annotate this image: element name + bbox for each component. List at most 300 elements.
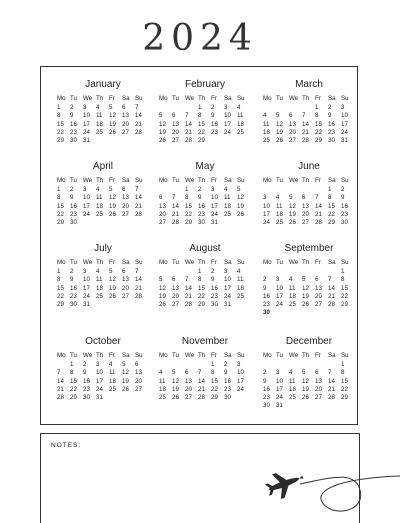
day-cell: 30	[224, 394, 231, 402]
day-cell: 9	[70, 194, 74, 202]
day-cell: 15	[57, 120, 64, 128]
day-cell: 31	[224, 301, 231, 309]
day-cell: 5	[289, 194, 293, 202]
day-cell: 20	[122, 120, 129, 128]
week-row	[263, 186, 355, 194]
day-cell: 15	[328, 202, 335, 210]
day-cell: 30	[70, 301, 77, 309]
month-name: November	[181, 336, 229, 347]
month-name: May	[195, 161, 215, 172]
day-cell: 3	[211, 186, 215, 194]
week-row	[57, 301, 149, 309]
day-cell: 2	[263, 276, 267, 284]
day-cell	[185, 268, 198, 276]
day-cell: 19	[159, 128, 166, 136]
day-cell: 22	[198, 128, 205, 136]
day-cell: 15	[57, 202, 64, 210]
month-4	[159, 161, 251, 227]
week-row	[263, 309, 355, 317]
day-cell	[328, 268, 341, 276]
day-cell: 7	[57, 369, 61, 377]
day-cell: 10	[224, 276, 231, 284]
day-cell: 9	[211, 276, 215, 284]
month-name: June	[298, 161, 320, 172]
week-row	[57, 378, 149, 386]
day-cell: 16	[70, 284, 77, 292]
weekday-label: We	[289, 352, 299, 359]
week-row	[159, 285, 251, 293]
week-row	[57, 276, 149, 284]
day-cell	[276, 104, 289, 112]
week-row	[263, 301, 355, 309]
day-cell	[341, 402, 354, 410]
day-cell: 1	[198, 268, 202, 276]
day-cell: 9	[198, 194, 202, 202]
day-cell: 25	[159, 394, 166, 402]
day-cell: 17	[83, 284, 90, 292]
weekday-label: Th	[302, 352, 310, 359]
day-cell: 11	[237, 112, 244, 120]
weekday-label: Tu	[276, 177, 283, 184]
day-cell: 17	[83, 202, 90, 210]
day-cell: 25	[96, 210, 103, 218]
weekday-label: Su	[237, 259, 245, 266]
weekday-label: Mo	[263, 177, 272, 184]
day-cell: 10	[83, 112, 90, 120]
day-cell	[276, 309, 289, 317]
day-cell: 6	[172, 276, 176, 284]
day-cell: 30	[70, 137, 77, 145]
day-cell	[172, 104, 185, 112]
day-cell: 22	[57, 128, 64, 136]
day-cell: 5	[122, 361, 126, 369]
day-cell: 29	[57, 301, 64, 309]
month-8	[263, 243, 355, 317]
day-cell	[315, 402, 328, 410]
day-cell: 9	[224, 369, 228, 377]
weekday-label: Su	[341, 177, 349, 184]
day-cell: 15	[315, 120, 322, 128]
weekday-label: Mo	[57, 259, 66, 266]
day-cell: 28	[135, 210, 142, 218]
day-cell: 3	[96, 361, 100, 369]
week-row	[263, 293, 355, 301]
day-cell: 28	[57, 394, 64, 402]
day-cell	[263, 268, 276, 276]
day-cell: 24	[276, 394, 283, 402]
day-cell: 17	[211, 202, 218, 210]
day-cell: 1	[341, 361, 345, 369]
day-cell: 28	[185, 301, 192, 309]
day-cell: 16	[198, 202, 205, 210]
weekday-label: Th	[96, 259, 104, 266]
month-name: September	[284, 243, 334, 254]
day-cell: 12	[159, 284, 166, 292]
airplane-decoration	[260, 450, 400, 520]
day-cell: 29	[57, 219, 64, 227]
weekday-label: Mo	[159, 259, 168, 266]
day-cell: 15	[198, 284, 205, 292]
day-cell: 31	[341, 137, 348, 145]
day-cell: 29	[211, 394, 218, 402]
week-row	[57, 211, 149, 219]
day-cell	[109, 394, 122, 402]
day-cell: 25	[96, 292, 103, 300]
day-cell: 7	[198, 369, 202, 377]
day-cell: 18	[224, 202, 231, 210]
weekday-label: Su	[237, 352, 245, 359]
day-cell	[122, 394, 135, 402]
day-cell: 3	[83, 104, 87, 112]
day-cell: 17	[224, 120, 231, 128]
day-cell: 14	[135, 194, 142, 202]
weekday-label: We	[185, 177, 195, 184]
day-cell: 11	[289, 284, 296, 292]
day-cell	[135, 219, 148, 227]
weekday-label: We	[289, 95, 299, 102]
day-cell: 15	[57, 284, 64, 292]
week-row	[263, 402, 355, 410]
weekday-label: We	[289, 177, 299, 184]
day-cell: 26	[109, 292, 116, 300]
day-cell: 10	[211, 194, 218, 202]
day-cell: 24	[224, 292, 231, 300]
day-cell: 20	[315, 385, 322, 393]
day-cell: 9	[211, 112, 215, 120]
day-cell: 4	[289, 369, 293, 377]
day-cell: 1	[198, 104, 202, 112]
day-cell: 15	[198, 120, 205, 128]
day-cell: 13	[135, 369, 142, 377]
day-cell: 15	[70, 377, 77, 385]
day-cell: 24	[83, 210, 90, 218]
day-cell: 11	[224, 194, 231, 202]
week-row	[57, 386, 149, 394]
day-cell: 23	[70, 210, 77, 218]
week-row	[57, 203, 149, 211]
day-cell: 8	[70, 369, 74, 377]
day-cell: 30	[328, 137, 335, 145]
weekday-label: Fr	[109, 177, 115, 184]
weekday-label: Th	[96, 95, 104, 102]
day-cell: 13	[315, 284, 322, 292]
day-cell: 3	[83, 186, 87, 194]
day-cell: 10	[263, 202, 270, 210]
weekday-label: Th	[198, 95, 206, 102]
day-cell: 14	[172, 202, 179, 210]
day-cell: 23	[263, 301, 270, 309]
weekday-label: Mo	[57, 95, 66, 102]
day-cell: 4	[109, 361, 113, 369]
day-cell: 20	[122, 284, 129, 292]
day-cell: 28	[328, 301, 335, 309]
day-cell: 27	[172, 301, 179, 309]
day-cell: 19	[276, 128, 283, 136]
weekday-header	[57, 352, 149, 361]
day-cell: 16	[83, 377, 90, 385]
day-cell: 11	[159, 377, 166, 385]
week-row	[263, 219, 355, 227]
day-cell: 2	[211, 104, 215, 112]
day-cell: 19	[109, 202, 116, 210]
notes-label: NOTES:	[51, 442, 82, 449]
day-cell: 29	[185, 219, 192, 227]
week-row	[159, 301, 251, 309]
week-row	[263, 129, 355, 137]
day-cell	[302, 268, 315, 276]
day-cell: 29	[57, 137, 64, 145]
weekday-label: Su	[341, 259, 349, 266]
day-cell	[135, 301, 148, 309]
day-cell: 30	[83, 394, 90, 402]
day-cell: 13	[289, 120, 296, 128]
month-7	[159, 243, 251, 309]
day-cell: 6	[122, 186, 126, 194]
day-cell: 27	[172, 137, 179, 145]
day-cell: 12	[172, 377, 179, 385]
day-cell	[198, 361, 211, 369]
day-cell: 8	[185, 194, 189, 202]
week-row	[57, 137, 149, 145]
day-cell: 18	[96, 202, 103, 210]
day-cell: 19	[159, 292, 166, 300]
day-cell: 18	[276, 210, 283, 218]
weekday-label: Sa	[224, 352, 232, 359]
day-cell: 15	[211, 377, 218, 385]
day-cell: 17	[341, 120, 348, 128]
weekday-label: Sa	[122, 177, 130, 184]
weekday-header	[159, 352, 251, 361]
week-row	[263, 203, 355, 211]
day-cell: 11	[96, 276, 103, 284]
day-cell: 31	[211, 219, 218, 227]
day-cell: 21	[135, 202, 142, 210]
day-cell: 27	[122, 210, 129, 218]
day-cell: 26	[237, 210, 244, 218]
weekday-label: Tu	[172, 352, 179, 359]
day-cell: 19	[109, 284, 116, 292]
day-cell	[289, 402, 302, 410]
day-cell: 1	[328, 186, 332, 194]
day-cell	[172, 361, 185, 369]
day-cell: 13	[122, 276, 129, 284]
day-cell: 19	[122, 377, 129, 385]
weekday-label: Sa	[122, 352, 130, 359]
weekday-label: Fr	[211, 177, 217, 184]
day-cell: 8	[198, 112, 202, 120]
day-cell: 4	[263, 112, 267, 120]
weekday-label: Su	[135, 95, 143, 102]
day-cell: 14	[315, 202, 322, 210]
day-cell: 11	[237, 276, 244, 284]
day-cell	[289, 268, 302, 276]
weekday-label: We	[185, 95, 195, 102]
weekday-label: We	[83, 95, 93, 102]
day-cell: 7	[315, 194, 319, 202]
day-cell: 7	[328, 369, 332, 377]
day-cell: 11	[263, 120, 270, 128]
day-cell: 10	[83, 276, 90, 284]
day-cell: 23	[211, 128, 218, 136]
week-row	[159, 361, 251, 369]
day-cell: 26	[172, 394, 179, 402]
day-cell: 31	[276, 402, 283, 410]
day-cell: 18	[159, 385, 166, 393]
day-cell: 28	[315, 219, 322, 227]
day-cell: 21	[185, 292, 192, 300]
weekday-label: Sa	[122, 259, 130, 266]
day-cell	[263, 361, 276, 369]
weekday-label: Th	[96, 352, 104, 359]
month-name: October	[85, 336, 121, 347]
day-cell: 2	[211, 268, 215, 276]
day-cell: 5	[159, 276, 163, 284]
day-cell: 20	[135, 377, 142, 385]
day-cell: 8	[57, 112, 61, 120]
weekday-header	[159, 95, 251, 104]
weekday-label: Tu	[70, 177, 77, 184]
day-cell	[135, 137, 148, 145]
day-cell: 23	[198, 210, 205, 218]
weekday-header	[263, 95, 355, 104]
week-row	[57, 104, 149, 112]
day-cell: 2	[70, 268, 74, 276]
day-cell: 19	[302, 292, 309, 300]
day-cell	[224, 137, 237, 145]
day-cell: 22	[70, 385, 77, 393]
day-cell: 17	[263, 210, 270, 218]
day-cell: 12	[159, 120, 166, 128]
day-cell: 7	[172, 194, 176, 202]
day-cell: 1	[57, 268, 61, 276]
weekday-label: Tu	[70, 95, 77, 102]
day-cell: 14	[185, 120, 192, 128]
day-cell: 28	[135, 128, 142, 136]
week-row	[263, 369, 355, 377]
day-cell: 27	[122, 128, 129, 136]
day-cell: 13	[172, 120, 179, 128]
weekday-header	[263, 177, 355, 186]
day-cell: 23	[70, 292, 77, 300]
day-cell: 8	[315, 112, 319, 120]
week-row	[57, 121, 149, 129]
day-cell: 8	[341, 369, 345, 377]
day-cell: 24	[96, 385, 103, 393]
weekday-label: Th	[96, 177, 104, 184]
day-cell: 23	[83, 385, 90, 393]
day-cell: 30	[70, 219, 77, 227]
weekday-label: Su	[341, 95, 349, 102]
day-cell: 12	[289, 202, 296, 210]
weekday-label: Fr	[211, 259, 217, 266]
week-row	[263, 268, 355, 276]
day-cell: 18	[237, 120, 244, 128]
day-cell	[328, 361, 341, 369]
day-cell: 25	[96, 128, 103, 136]
week-row	[57, 194, 149, 202]
day-cell: 1	[211, 361, 215, 369]
weekday-label: Mo	[159, 95, 168, 102]
weekday-label: Mo	[263, 352, 272, 359]
day-cell: 15	[341, 284, 348, 292]
day-cell: 6	[315, 369, 319, 377]
day-cell: 18	[109, 377, 116, 385]
day-cell: 31	[83, 137, 90, 145]
day-cell: 10	[341, 112, 348, 120]
day-cell: 6	[135, 361, 139, 369]
day-cell	[185, 104, 198, 112]
weekday-label: Mo	[159, 177, 168, 184]
day-cell: 11	[289, 377, 296, 385]
day-cell: 30	[211, 301, 218, 309]
day-cell: 15	[185, 202, 192, 210]
day-cell	[135, 394, 148, 402]
day-cell: 26	[302, 394, 309, 402]
day-cell: 12	[302, 284, 309, 292]
day-cell: 18	[263, 128, 270, 136]
day-cell: 18	[237, 284, 244, 292]
week-row	[159, 268, 251, 276]
flight-path-line	[300, 476, 400, 511]
day-cell: 6	[122, 104, 126, 112]
week-row	[263, 112, 355, 120]
day-cell: 9	[328, 112, 332, 120]
day-cell: 9	[83, 369, 87, 377]
day-cell	[237, 394, 250, 402]
day-cell: 29	[315, 137, 322, 145]
day-cell: 14	[57, 377, 64, 385]
day-cell: 21	[302, 128, 309, 136]
month-name: August	[189, 243, 221, 254]
day-cell: 27	[315, 394, 322, 402]
week-row	[57, 361, 149, 369]
week-row	[57, 186, 149, 194]
weekday-label: Sa	[328, 177, 336, 184]
month-10	[159, 336, 251, 402]
day-cell: 23	[263, 394, 270, 402]
day-cell: 14	[135, 276, 142, 284]
day-cell: 16	[263, 292, 270, 300]
day-cell: 20	[122, 202, 129, 210]
weekday-label: Fr	[109, 352, 115, 359]
day-cell	[276, 361, 289, 369]
day-cell: 2	[70, 104, 74, 112]
weekday-label: Th	[302, 177, 310, 184]
weekday-label: Fr	[315, 352, 321, 359]
day-cell: 18	[96, 120, 103, 128]
week-row	[263, 285, 355, 293]
month-name: March	[295, 79, 323, 90]
weekday-label: Fr	[211, 352, 217, 359]
day-cell: 8	[341, 276, 345, 284]
day-cell: 20	[302, 210, 309, 218]
weekday-label: Sa	[328, 259, 336, 266]
weekday-label: We	[185, 259, 195, 266]
weekday-header	[57, 259, 149, 268]
day-cell: 21	[315, 210, 322, 218]
week-row	[159, 369, 251, 377]
day-cell	[185, 361, 198, 369]
day-cell: 12	[302, 377, 309, 385]
day-cell: 28	[328, 394, 335, 402]
day-cell: 16	[70, 120, 77, 128]
weekday-label: Su	[341, 352, 349, 359]
day-cell: 5	[302, 369, 306, 377]
month-name: April	[92, 161, 113, 172]
week-row	[159, 121, 251, 129]
day-cell	[57, 361, 70, 369]
day-cell: 26	[122, 385, 129, 393]
